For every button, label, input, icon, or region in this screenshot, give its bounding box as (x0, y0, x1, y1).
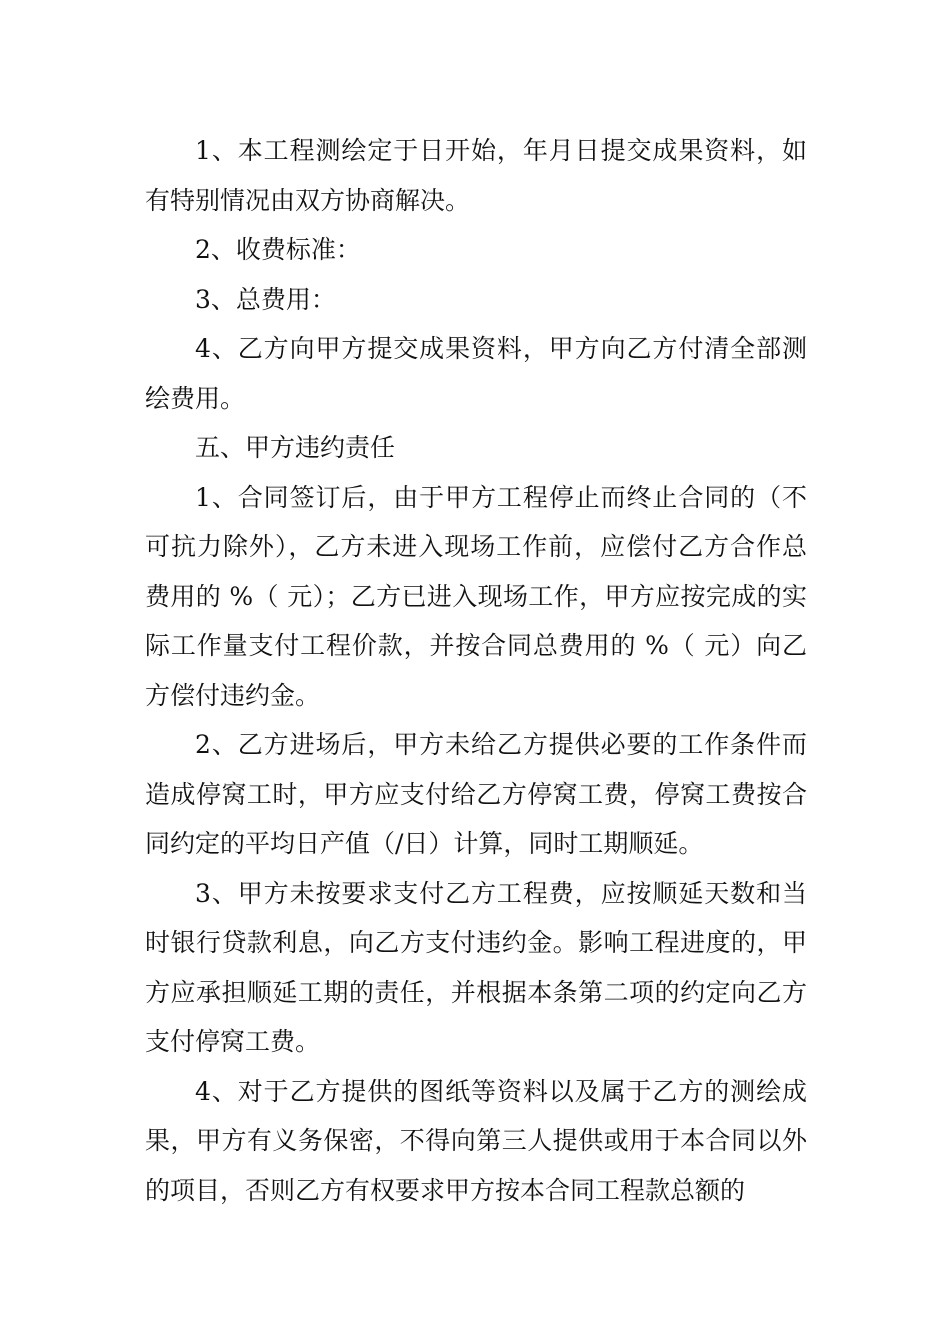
paragraph-confidentiality: 4、对于乙方提供的图纸等资料以及属于乙方的测绘成果，甲方有义务保密，不得向第三人提供或用于本合同以外的项目，否则乙方有权要求甲方按本合同工程款总额的 (145, 1076, 807, 1205)
paragraph-late-payment: 3、甲方未按要求支付乙方工程费，应按顺延天数和当时银行贷款利息，向乙方支付违约金。影响工程进度的，甲方应承担顺延工期的责任，并根据本条第二项的约定向乙方支付停窝工费。 (145, 878, 807, 1056)
paragraph-completion-date: 1、本工程测绘定于日开始，年月日提交成果资料，如有特别情况由双方协商解决。 (145, 136, 807, 215)
section-heading-party-a-liability: 五、甲方违约责任 (195, 433, 396, 462)
paragraph-work-stoppage: 2、乙方进场后，甲方未给乙方提供必要的工作条件而造成停窝工时，甲方应支付给乙方停窝工费，停窝工费按合同约定的平均日产值（/日）计算，同时工期顺延。 (145, 730, 807, 858)
document-body (145, 126, 807, 1215)
paragraph-contract-termination: 1、合同签订后，由于甲方工程停止而终止合同的（不可抗力除外），乙方未进入现场工作前，应偿付乙方合作总费用的 %（ 元）；乙方已进入现场工作，甲方应按完成的实际工作量支付工程价款，并按合同总费用的 %（ 元）向乙方偿付违约金。 (145, 482, 807, 710)
paragraph-fee-standard: 2、收费标准： (195, 235, 361, 264)
paragraph-payment: 4、乙方向甲方提交成果资料，甲方向乙方付清全部测绘费用。 (145, 334, 807, 413)
paragraph-total-fee: 3、总费用： (195, 284, 336, 314)
